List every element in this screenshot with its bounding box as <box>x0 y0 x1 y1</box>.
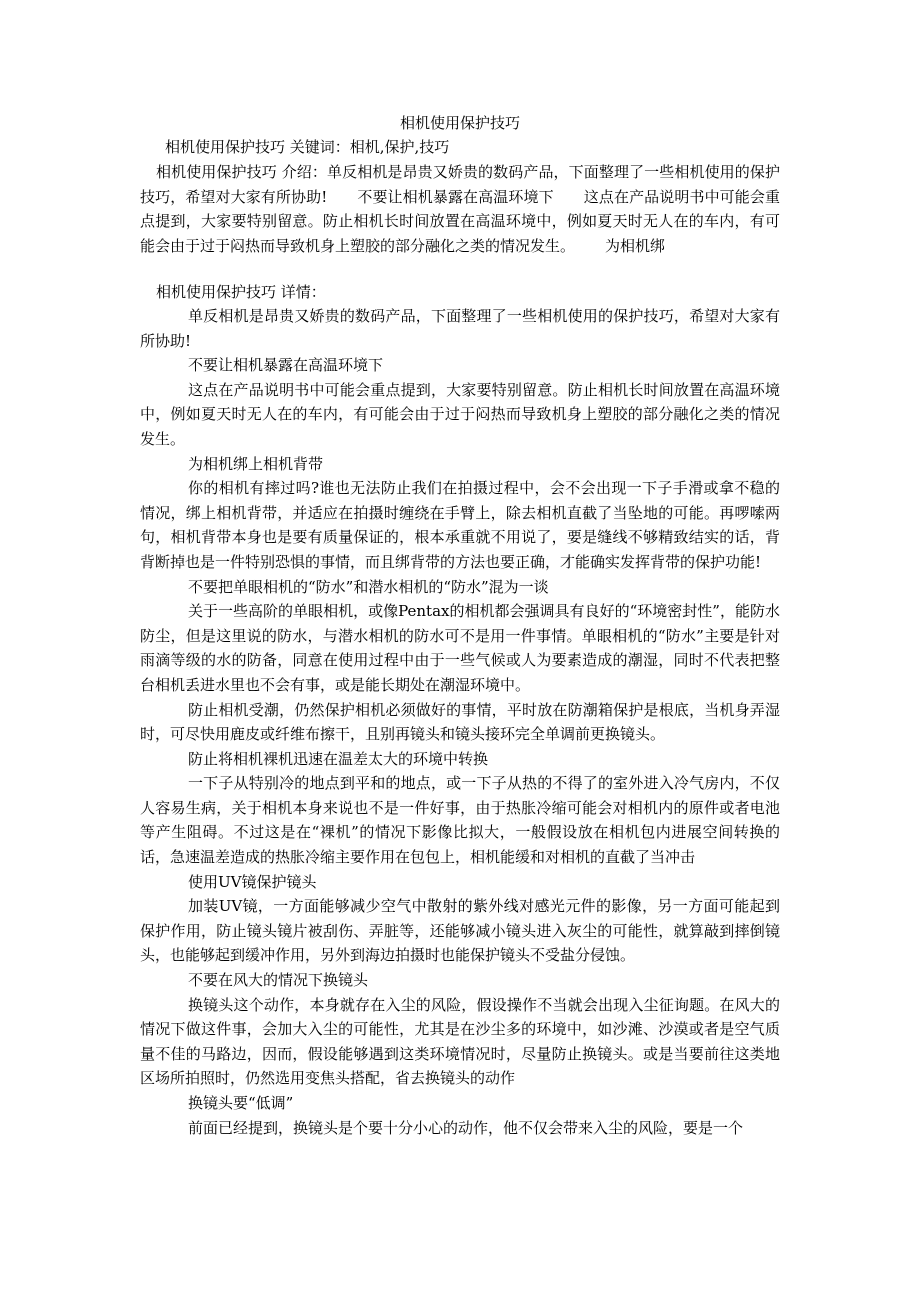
section-heading: 不要在风大的情况下换镜头 <box>188 971 369 990</box>
intro-part-4: 为相机绑 <box>605 236 666 255</box>
body-paragraph: 单反相机是昂贵又娇贵的数码产品，下面整理了一些相机使用的保护技巧，希望对大家有所协助! <box>140 307 780 350</box>
section-heading: 使用UV镜保护镜头 <box>188 872 317 891</box>
intro-part-3: 这点在产品说明书中可能会重点提到，大家要特别留意。防止相机长时间放置在高温环境中，例如夏天时无人在的车内，有可能会由于过于闷热而导致机身上塑胶的部分融化之类的情况发生。 <box>140 187 780 255</box>
body-paragraph: 关于一些高阶的单眼相机，或像Pentax的相机都会强调具有良好的“环境密封性”，能防水防尘，但是这里说的防水，与潜水相机的防水可不是用一件事情。单眼相机的“防水”主要是针对雨滴等级的水的防备，同意在使用过程中由于一些气候或人为要素造成的潮湿，同时不代表把整台相机丢进水里也不会有事，或是能长期处在潮湿环境中。 <box>140 602 780 694</box>
section-heading: 为相机绑上相机背带 <box>188 454 324 473</box>
intro-part-1: 相机使用保护技巧 介绍：单反相机是昂贵又娇贵的数码产品，下面整理了一些相机使用的保护技巧，希望对大家有所协助! <box>140 163 780 206</box>
body-paragraph: 换镜头这个动作，本身就存在入尘的风险，假设操作不当就会出现入尘征询题。在风大的情况下做这件事，会加大入尘的可能性，尤其是在沙尘多的环境中，如沙滩、沙漠或者是空气质量不佳的马路边，因而，假设能够遇到这类环境情况时，尽量防止换镜头。或是当要前往这类地区场所拍照时，仍然选用变焦头搭配，省去换镜头的动作 <box>140 995 780 1088</box>
document-title: 相机使用保护技巧 <box>399 114 520 132</box>
body-paragraph: 你的相机有摔过吗?谁也无法防止我们在拍摄过程中，会不会出现一下子手滑或拿不稳的情况，绑上相机背带，并适应在拍摄时缠绕在手臂上，除去相机直截了当坠地的可能。再啰嗦两句，相机背带本身也是要有质量保证的，根本承重就不用说了，要是缝线不够精致结实的话，背背断掉也是一件特别恐惧的事情，而且绑背带的方法也要正确，才能确实发挥背带的保护功能! <box>140 479 780 571</box>
detail-heading: 相机使用保护技巧 详情： <box>156 283 326 301</box>
intro-paragraph <box>140 160 780 258</box>
section-heading: 换镜头要“低调” <box>188 1094 294 1112</box>
body-paragraph: 这点在产品说明书中可能会重点提到，大家要特别留意。防止相机长时间放置在高温环境中，例如夏天时无人在的车内，有可能会由于过于闷热而导致机身上塑胶的部分融化之类的情况发生。 <box>140 380 780 448</box>
document-body <box>140 304 780 1140</box>
section-heading: 防止将相机裸机迅速在温差太大的环境中转换 <box>188 749 489 768</box>
body-paragraph: 一下子从特别冷的地点到平和的地点，或一下子从热的不得了的室外进入冷气房内，不仅人容易生病，关于相机本身来说也不是一件好事，由于热胀冷缩可能会对相机内的原件或者电池等产生阻碍。不过这是在“裸机”的情况下影像比拟大，一般假设放在相机包内进展空间转换的话，急速温差造成的热胀冷缩主要作用在包包上，相机能缓和对相机的直截了当冲击 <box>140 774 780 867</box>
body-paragraph: 防止相机受潮，仍然保护相机必须做好的事情，平时放在防潮箱保护是根底，当机身弄湿时，可尽快用鹿皮或纤维布擦干，且别再镜头和镜头接环完全单调前更换镜头。 <box>140 700 780 744</box>
body-paragraph: 前面已经提到，换镜头是个要十分小心的动作，他不仅会带来入尘的风险，要是一个 <box>188 1118 744 1137</box>
body-paragraph: 加装UV镜，一方面能够减少空气中散射的紫外线对感光元件的影像，另一方面可能起到保护作用，防止镜头镜片被刮伤、弄脏等，还能够减小镜头进入灰尘的可能性，就算敲到摔倒镜头，也能够起到缓冲作用，另外到海边拍摄时也能保护镜头不受盐分侵蚀。 <box>140 897 780 965</box>
section-heading: 不要把单眼相机的“防水”和潜水相机的“防水”混为一谈 <box>188 577 549 596</box>
keywords-line: 相机使用保护技巧 关键词：相机,保护,技巧 <box>165 138 450 156</box>
section-heading: 不要让相机暴露在高温环境下 <box>188 356 384 375</box>
intro-part-2: 不要让相机暴露在高温环境下 <box>357 187 554 206</box>
